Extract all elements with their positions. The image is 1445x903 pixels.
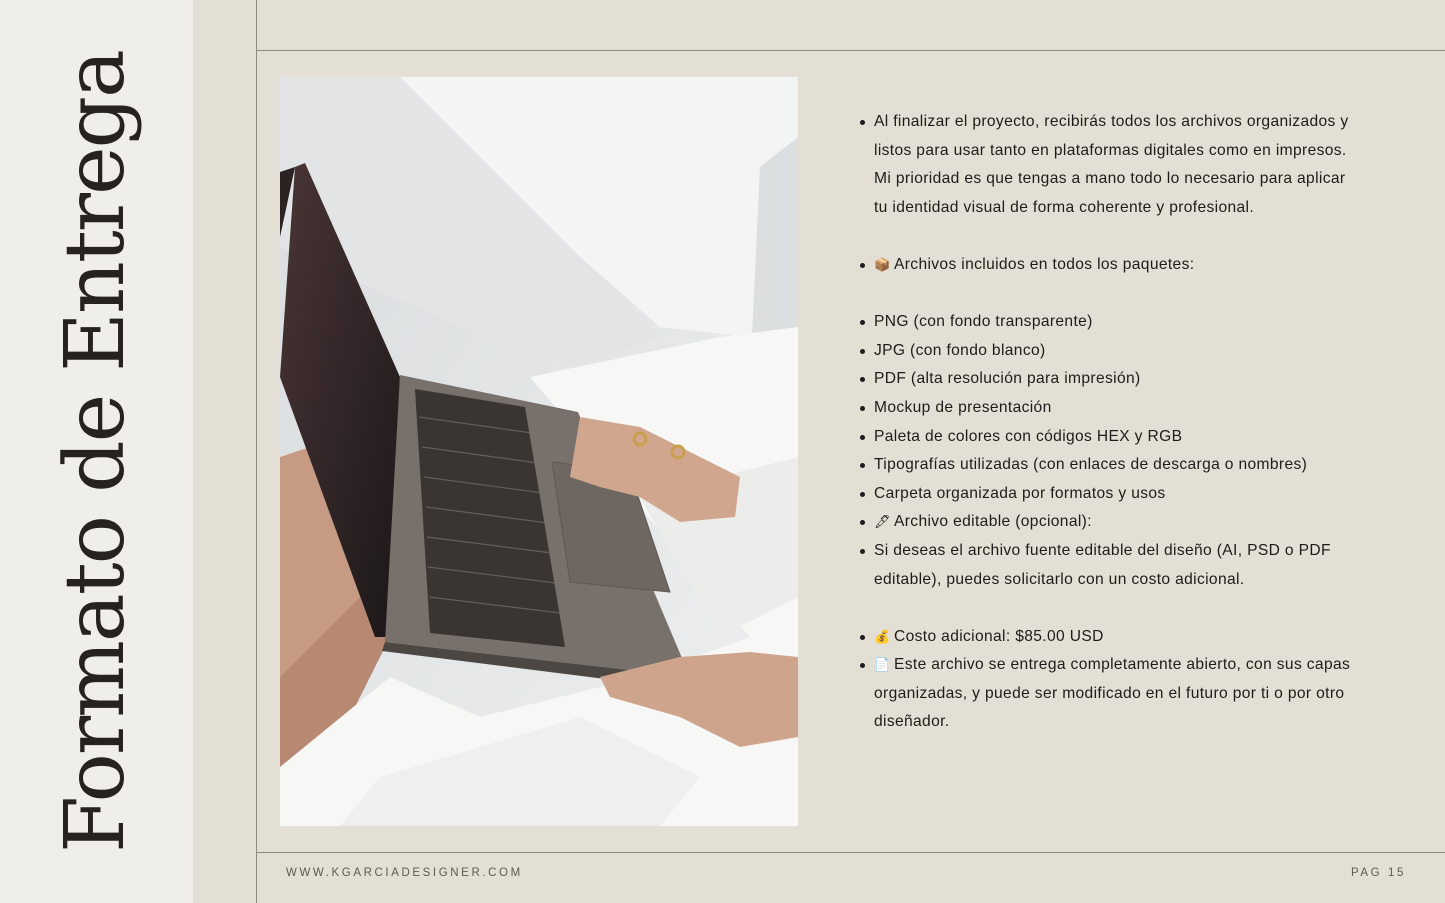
list-item: Al finalizar el proyecto, recibirás todos los archivos organizados y listos para usar tanto en plataformas digitales como en impresos. Mi prioridad es que tengas a mano todo lo necesario para aplicar tu identidad visual de forma coherente y profesional.: [856, 108, 1356, 222]
delivery-list: [856, 108, 1356, 737]
list-item: Paleta de colores con códigos HEX y RGB: [856, 423, 1356, 452]
list-item: Si deseas el archivo fuente editable del diseño (AI, PSD o PDF editable), puedes solicitarlo con un costo adicional.: [856, 537, 1356, 594]
website-link[interactable]: WWW.KGARCIADESIGNER.COM: [286, 867, 523, 879]
list-item: JPG (con fondo blanco): [856, 337, 1356, 366]
list-item: PDF (alta resolución para impresión): [856, 365, 1356, 394]
vertical-divider: [256, 0, 257, 903]
list-item: Tipografías utilizadas (con enlaces de descarga o nombres): [856, 451, 1356, 480]
sidebar-panel: [0, 0, 193, 903]
top-divider: [256, 50, 1445, 51]
bottom-divider: [256, 852, 1445, 853]
package-icon: 📦: [874, 256, 891, 272]
list-item: Mockup de presentación: [856, 394, 1356, 423]
list-item: 💰 Costo adicional: $85.00 USD: [856, 623, 1356, 652]
money-bag-icon: 💰: [874, 628, 891, 644]
document-icon: 📄: [874, 657, 891, 673]
list-item: 📄 Este archivo se entrega completamente abierto, con sus capas organizadas, y puede ser modificado en el futuro por ti o por otro diseñador.: [856, 651, 1356, 737]
laptop-photo: [280, 77, 798, 826]
list-item: 🖋 Archivo editable (opcional):: [856, 508, 1356, 537]
list-item: PNG (con fondo transparente): [856, 308, 1356, 337]
page-number: PAG 15: [1350, 867, 1406, 879]
pen-icon: 🖋: [874, 514, 891, 530]
list-item: Carpeta organizada por formatos y usos: [856, 480, 1356, 509]
list-item: 📦 Archivos incluidos en todos los paquetes:: [856, 251, 1356, 280]
page-title: Formato de Entrega: [48, 51, 143, 853]
